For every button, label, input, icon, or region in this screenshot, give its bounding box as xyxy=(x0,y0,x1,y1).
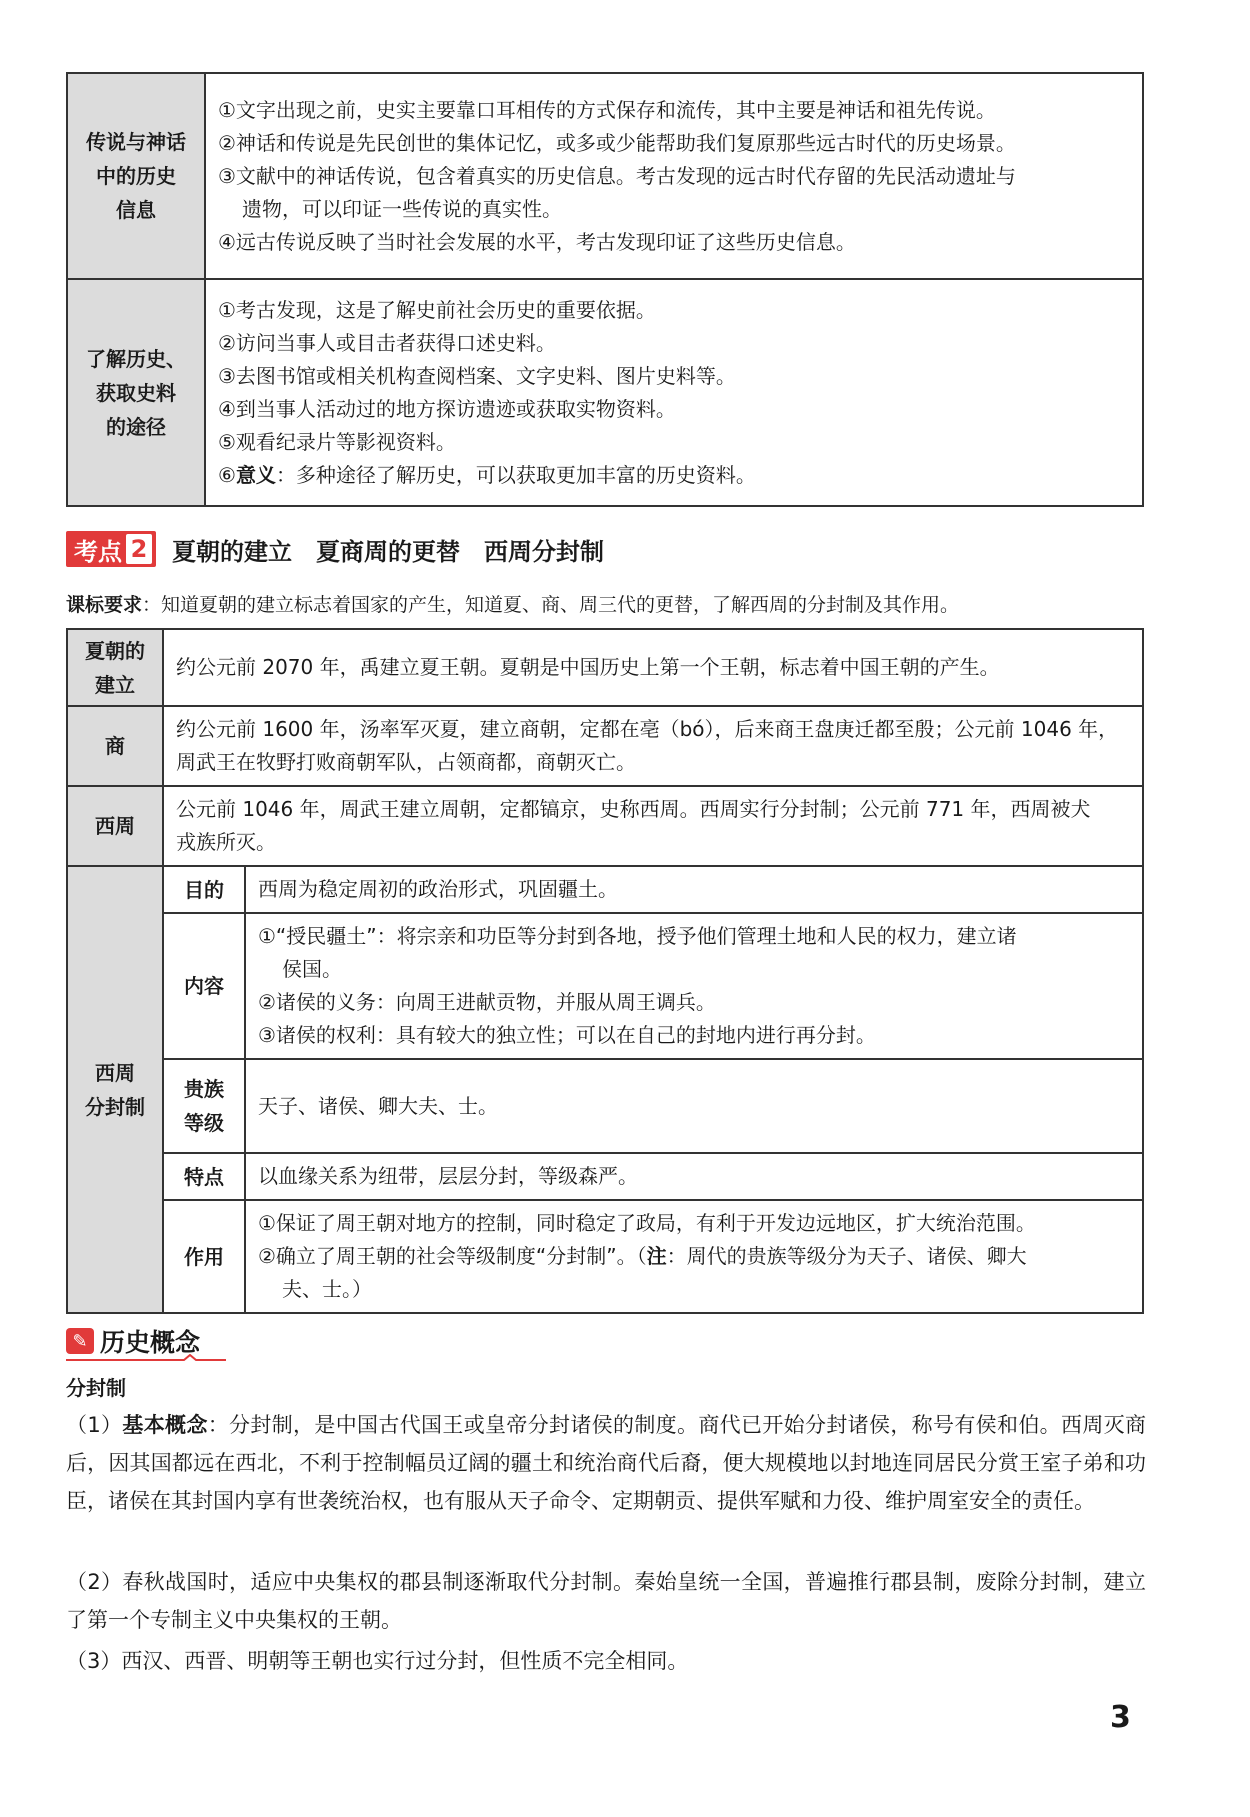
label-zuoyong: 作用 xyxy=(163,1200,245,1313)
xia-content: 约公元前 2070 年，禹建立夏王朝。夏朝是中国历史上第一个王朝，标志着中国王朝的产生。 xyxy=(163,629,1143,706)
methods-content: ①考古发现，这是了解史前社会历史的重要依据。 ②访问当事人或目击者获得口述史料。 ③去图书馆或相关机构查阅档案、文字史料、图片史料等。 ④到当事人活动过的地方探访遗迹或获取实物资料。 ⑤观看纪录片等影视资料。 ⑥意义：多种途径了解历史，可以获取更加丰富的历史资料。 xyxy=(205,279,1143,506)
concept-section-title: 历史概念 xyxy=(100,1328,201,1357)
row-header-xizhou: 西周 xyxy=(67,786,163,866)
history-methods-table xyxy=(66,72,1144,507)
row-header-fenfeng: 西周 分封制 xyxy=(67,866,163,1313)
mudi-content: 西周为稳定周初的政治形式，巩固疆土。 xyxy=(245,866,1143,913)
kaodian-badge: 考点 2 xyxy=(66,531,156,567)
tedian-content: 以血缘关系为纽带，层层分封，等级森严。 xyxy=(245,1153,1143,1200)
concept-paragraph-2: （2）春秋战国时，适应中央集权的郡县制逐渐取代分封制。秦始皇统一全国，普遍推行郡县制，废除分封制，建立了第一个专制主义中央集权的王朝。 xyxy=(66,1570,1146,1632)
row-header-legend: 传说与神话 中的历史 信息 xyxy=(67,73,205,279)
concept-paragraph-1: （1）基本概念：分封制，是中国古代国王或皇帝分封诸侯的制度。商代已开始分封诸侯，称号有侯和伯。西周灭商后，因其国都远在西北，不利于控制幅员辽阔的疆土和统治商代后裔，便大规模地以封地连同居民分赏王室子弟和功臣，诸侯在其封国内享有世袭统治权，也有服从天子命令、定期朝贡、提供军赋和力役、维护周室安全的责任。 xyxy=(66,1413,1146,1513)
guizu-content: 天子、诸侯、卿大夫、士。 xyxy=(245,1059,1143,1153)
row-header-methods: 了解历史、 获取史料 的途径 xyxy=(67,279,205,506)
concept-paragraph-3: （3）西汉、西晋、明朝等王朝也实行过分封，但性质不完全相同。 xyxy=(66,1649,689,1673)
row-header-xia: 夏朝的 建立 xyxy=(67,629,163,706)
label-neirong: 内容 xyxy=(163,913,245,1059)
dynasty-table xyxy=(66,628,1144,1314)
row-header-shang: 商 xyxy=(67,706,163,786)
legend-content: ①文字出现之前，史实主要靠口耳相传的方式保存和流传，其中主要是神话和祖先传说。 ②神话和传说是先民创世的集体记忆，或多或少能帮助我们复原那些远古时代的历史场景。 ③文献中的神话传说，包含着真实的历史信息。考古发现的远古时代存留的先民活动遗址与 遗物，可以印证一些传说的真实性。 ④远古传说反映了当时社会发展的水平，考古发现印证了这些历史信息。 xyxy=(205,73,1143,279)
curriculum-requirement: 课标要求：知道夏朝的建立标志着国家的产生，知道夏、商、周三代的更替，了解西周的分封制及其作用。 xyxy=(66,594,960,616)
title-underline xyxy=(66,1354,226,1362)
zuoyong-content: ①保证了周王朝对地方的控制，同时稳定了政局，有利于开发边远地区，扩大统治范围。 ②确立了周王朝的社会等级制度“分封制”。（注：周代的贵族等级分为天子、诸侯、卿大 夫、士。） xyxy=(245,1200,1143,1313)
shang-content: 约公元前 1600 年，汤率军灭夏，建立商朝，定都在亳（bó），后来商王盘庚迁都至殷；公元前 1046 年， 周武王在牧野打败商朝军队，占领商都，商朝灭亡。 xyxy=(163,706,1143,786)
kaodian-title: 夏朝的建立 夏商周的更替 西周分封制 xyxy=(172,537,604,566)
kaodian-number: 2 xyxy=(126,534,152,564)
label-guizu: 贵族 等级 xyxy=(163,1059,245,1153)
xizhou-content: 公元前 1046 年，周武王建立周朝，定都镐京，史称西周。西周实行分封制；公元前 771 年，西周被犬 戎族所灭。 xyxy=(163,786,1143,866)
label-tedian: 特点 xyxy=(163,1153,245,1200)
page-number: 3 xyxy=(1110,1700,1131,1735)
kaodian-header xyxy=(66,530,604,568)
label-mudi: 目的 xyxy=(163,866,245,913)
concept-name: 分封制 xyxy=(66,1376,126,1400)
pencil-icon: ✎ xyxy=(66,1328,94,1354)
neirong-content: ①“授民疆土”：将宗亲和功臣等分封到各地，授予他们管理土地和人民的权力，建立诸 侯国。 ②诸侯的义务：向周王进献贡物，并服从周王调兵。 ③诸侯的权利：具有较大的独立性；可以在自己的封地内进行再分封。 xyxy=(245,913,1143,1059)
